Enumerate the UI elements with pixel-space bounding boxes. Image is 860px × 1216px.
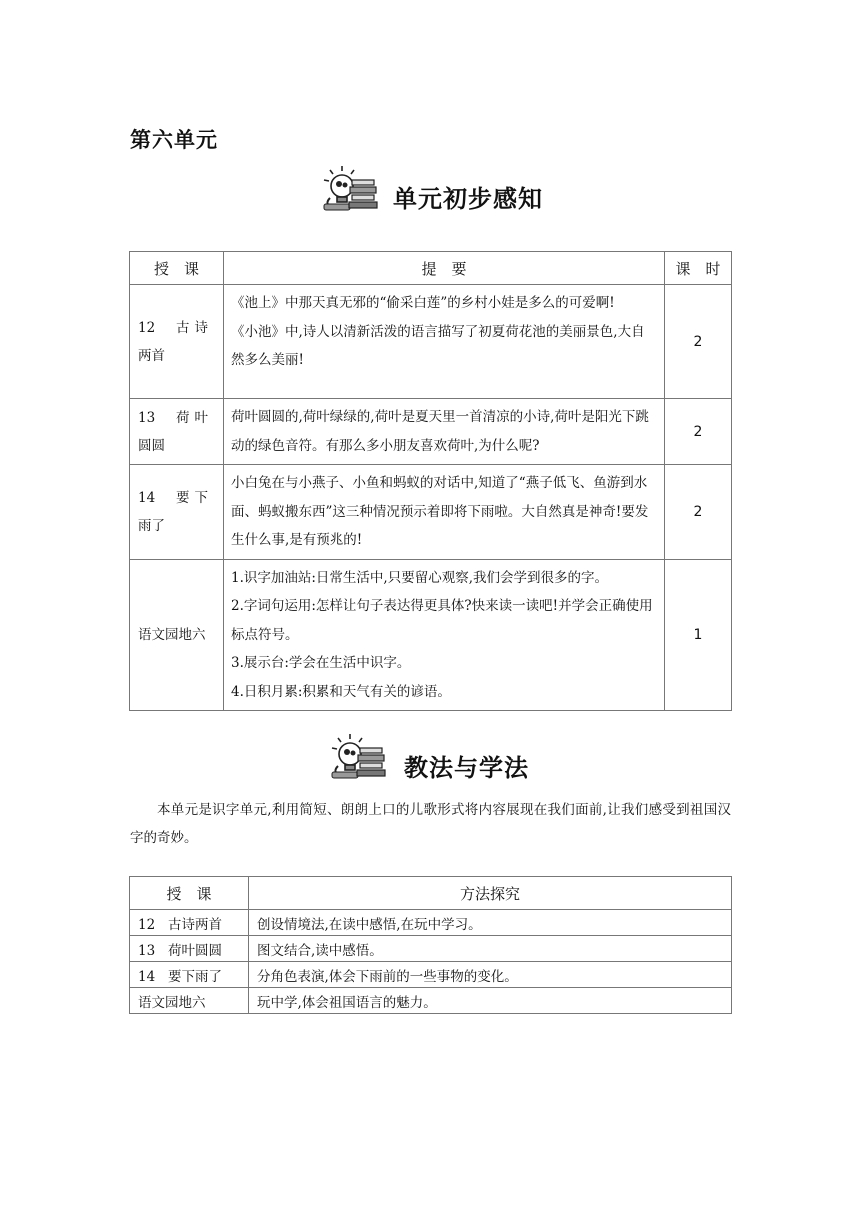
- section-title: 教法与学法: [404, 753, 529, 782]
- table-row: [130, 936, 732, 962]
- header-course: 授 课: [130, 877, 249, 910]
- summary-paragraph: 《池上》中那天真无邪的“偷采白莲”的乡村小娃是多么的可爱啊!: [231, 295, 615, 311]
- course-cell: [130, 910, 249, 936]
- course-cell: 语文园地六: [130, 559, 224, 711]
- hours-cell: 2: [665, 285, 732, 399]
- lesson-number: 12: [138, 916, 156, 933]
- summary-paragraph: 4.日积月累:积累和天气有关的谚语。: [231, 683, 451, 700]
- table-row: [130, 285, 732, 399]
- lesson-name-part: 两首: [138, 347, 165, 364]
- course-cell: [130, 962, 249, 988]
- table-row: [130, 988, 732, 1014]
- lesson-number: 12: [138, 319, 156, 336]
- method-cell: 玩中学,体会祖国语言的魅力。: [249, 988, 732, 1014]
- method-cell: 图文结合,读中感悟。: [249, 936, 732, 962]
- lesson-number: 14: [138, 489, 156, 506]
- summary-cell: [224, 465, 665, 560]
- summary-cell: [224, 285, 665, 399]
- section-title: 单元初步感知: [393, 184, 543, 213]
- table-header-row: [130, 877, 732, 910]
- lesson-name-part: 圆圆: [138, 437, 165, 454]
- header-hours: 课 时: [665, 252, 732, 285]
- table-row: [130, 559, 732, 711]
- lesson-name-part: 古诗: [176, 319, 208, 336]
- course-cell: [130, 399, 224, 465]
- methods-table: [129, 876, 732, 1014]
- header-course: 授 课: [130, 252, 224, 285]
- hours-cell: 1: [665, 559, 732, 711]
- table-row: [130, 399, 732, 465]
- summary-cell: [224, 559, 665, 711]
- course-cell: [130, 465, 224, 560]
- section-header-methods: [0, 732, 860, 788]
- summary-paragraph: 小白兔在与小燕子、小鱼和蚂蚁的对话中,知道了“燕子低飞、鱼游到水面、蚂蚁搬东西”这三种情况预示着即将下雨啦。大自然真是神奇!要发生什么事,是有预兆的!: [231, 475, 649, 548]
- course-cell: [130, 285, 224, 399]
- lesson-name: 要下雨了: [168, 968, 222, 985]
- table-header-row: [130, 252, 732, 285]
- summary-paragraph: 荷叶圆圆的,荷叶绿绿的,荷叶是夏天里一首清凉的小诗,荷叶是阳光下跳动的绿色音符。有那么多小朋友喜欢荷叶,为什么呢?: [231, 409, 649, 454]
- hours-cell: 2: [665, 465, 732, 560]
- unit-title: 第六单元: [130, 128, 218, 152]
- lesson-number: 13: [138, 942, 156, 959]
- unit-overview-table: [129, 251, 732, 711]
- summary-paragraph: 1.识字加油站:日常生活中,只要留心观察,我们会学到很多的字。: [231, 569, 609, 586]
- summary-paragraph: 《小池》中,诗人以清新活泼的语言描写了初夏荷花池的美丽景色,大自然多么美丽!: [231, 323, 645, 368]
- lesson-name-part: 雨了: [138, 517, 165, 534]
- header-method: 方法探究: [249, 877, 732, 910]
- course-cell: 语文园地六: [130, 988, 249, 1014]
- summary-paragraph: 3.展示台:学会在生活中识字。: [231, 655, 411, 671]
- section-header-perception: [0, 164, 860, 220]
- course-cell: [130, 936, 249, 962]
- lesson-name-part: 荷叶: [176, 409, 208, 426]
- method-cell: 分角色表演,体会下雨前的一些事物的变化。: [249, 962, 732, 988]
- table-row: [130, 910, 732, 936]
- lesson-name: 古诗两首: [168, 916, 222, 933]
- lightbulb-books-icon: [318, 164, 382, 214]
- intro-paragraph: 本单元是识字单元,利用简短、朗朗上口的儿歌形式将内容展现在我们面前,让我们感受到祖国汉字的奇妙。: [130, 802, 731, 846]
- hours-cell: 2: [665, 399, 732, 465]
- summary-cell: [224, 399, 665, 465]
- lightbulb-books-icon: [326, 732, 390, 782]
- lesson-number: 14: [138, 968, 156, 985]
- lesson-name-part: 要下: [176, 489, 208, 506]
- table-row: [130, 962, 732, 988]
- lesson-name: 荷叶圆圆: [168, 942, 222, 959]
- header-summary: 提 要: [224, 252, 665, 285]
- lesson-number: 13: [138, 409, 156, 426]
- summary-paragraph: 2.字词句运用:怎样让句子表达得更具体?快来读一读吧!并学会正确使用标点符号。: [231, 598, 653, 643]
- table-row: [130, 465, 732, 560]
- method-cell: 创设情境法,在读中感悟,在玩中学习。: [249, 910, 732, 936]
